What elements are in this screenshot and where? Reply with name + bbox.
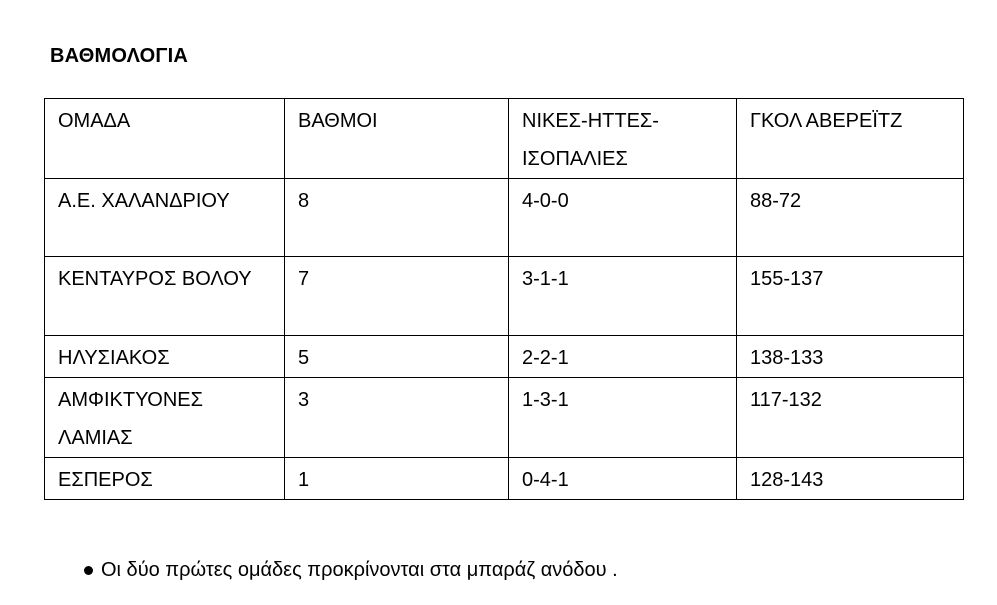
header-points: ΒΑΘΜΟΙ (285, 99, 509, 179)
cell-points: 5 (285, 336, 509, 378)
cell-team: ΗΛΥΣΙΑΚΟΣ (45, 336, 285, 378)
table-row (45, 458, 964, 500)
table-row (45, 179, 964, 257)
cell-record: 0-4-1 (509, 458, 737, 500)
cell-goal-average: 155-137 (737, 257, 964, 336)
cell-record: 3-1-1 (509, 257, 737, 336)
header-record: ΝΙΚΕΣ-ΗΤΤΕΣ-ΙΣΟΠΑΛΙΕΣ (509, 99, 737, 179)
cell-points: 7 (285, 257, 509, 336)
bullet-dot-icon (84, 566, 93, 575)
cell-team: ΚΕΝΤΑΥΡΟΣ ΒΟΛΟΥ (45, 257, 285, 336)
note-text: Οι δύο πρώτες ομάδες προκρίνονται στα μπαράζ ανόδου . (101, 559, 618, 581)
table-row (45, 336, 964, 378)
cell-goal-average: 88-72 (737, 179, 964, 257)
cell-team: ΑΜΦΙΚΤΥΟΝΕΣ ΛΑΜΙΑΣ (45, 378, 285, 458)
cell-goal-average: 128-143 (737, 458, 964, 500)
table-row (45, 257, 964, 336)
table-row (45, 378, 964, 458)
cell-record: 2-2-1 (509, 336, 737, 378)
page-title: ΒΑΘΜΟΛΟΓΙΑ (50, 45, 188, 67)
cell-goal-average: 117-132 (737, 378, 964, 458)
cell-team: ΕΣΠΕΡΟΣ (45, 458, 285, 500)
cell-points: 1 (285, 458, 509, 500)
cell-points: 3 (285, 378, 509, 458)
header-goal-average: ΓΚΟΛ ΑΒΕΡΕΪΤΖ (737, 99, 964, 179)
header-team: ΟΜΑΔΑ (45, 99, 285, 179)
cell-team: Α.Ε. ΧΑΛΑΝΔΡΙΟΥ (45, 179, 285, 257)
cell-record: 4-0-0 (509, 179, 737, 257)
cell-goal-average: 138-133 (737, 336, 964, 378)
table-header-row (45, 99, 964, 179)
note-list-item (84, 556, 618, 584)
standings-table (44, 98, 964, 500)
cell-points: 8 (285, 179, 509, 257)
cell-record: 1-3-1 (509, 378, 737, 458)
